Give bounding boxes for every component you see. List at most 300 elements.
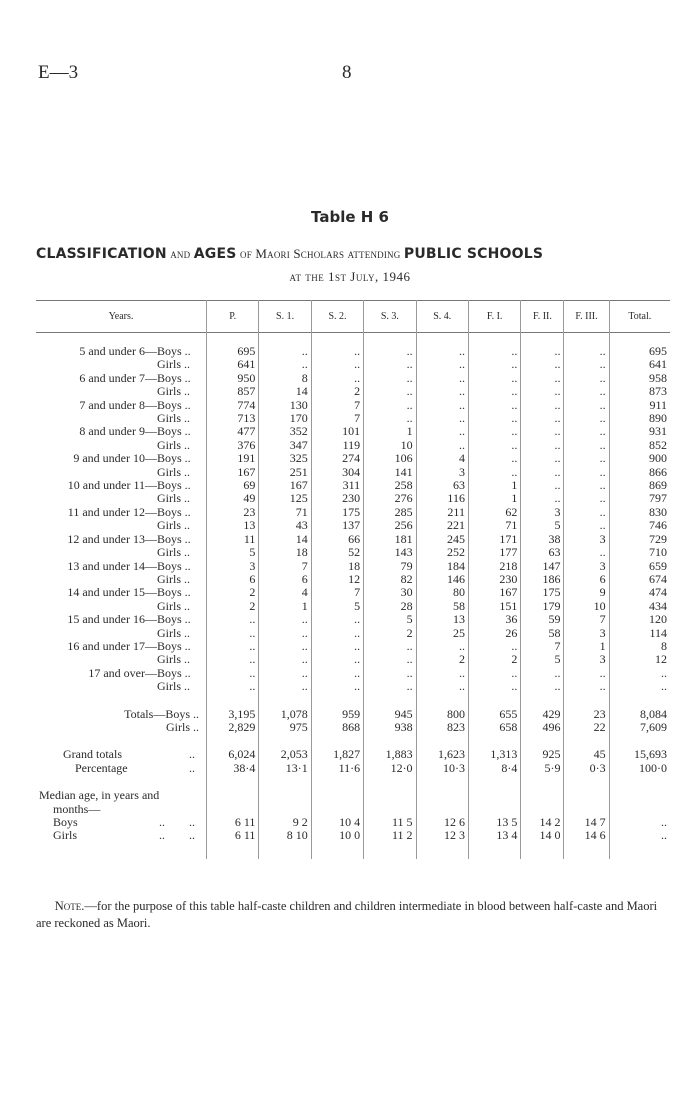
totals-label-text: Girls .. — [166, 719, 199, 734]
sex-label: Boys .. — [157, 370, 191, 385]
value-cell: 1 — [364, 425, 416, 438]
value-cell: 6 11 — [207, 816, 259, 829]
spacer-cell — [468, 775, 520, 789]
empty-cell — [259, 803, 311, 816]
value-cell: 66 — [311, 533, 363, 546]
age-row — [36, 492, 670, 505]
value-cell: 5 — [521, 653, 564, 666]
value-cell: 710 — [609, 546, 670, 559]
value-cell: .. — [609, 829, 670, 842]
value-cell: 7 — [311, 586, 363, 599]
row-label — [36, 667, 207, 680]
value-cell: 28 — [364, 600, 416, 613]
value-cell: 695 — [609, 345, 670, 358]
table-heading — [36, 246, 670, 262]
sex-label: Boys .. — [157, 344, 191, 358]
value-cell: 141 — [364, 466, 416, 479]
value-cell: 251 — [259, 466, 311, 479]
value-cell: 496 — [521, 721, 564, 734]
median-label — [36, 816, 207, 829]
value-cell: .. — [609, 816, 670, 829]
sex-label: Boys .. — [157, 531, 191, 546]
value-cell: 120 — [609, 613, 670, 626]
row-label — [36, 573, 207, 586]
value-cell: 13·1 — [259, 762, 311, 775]
value-cell: 911 — [609, 399, 670, 412]
value-cell: 3 — [521, 506, 564, 519]
page-reference: E—3 — [38, 62, 79, 83]
value-cell: 245 — [416, 533, 468, 546]
value-cell: 873 — [609, 385, 670, 398]
value-cell: 774 — [207, 399, 259, 412]
value-cell: 14 — [259, 533, 311, 546]
value-cell: 15,693 — [609, 748, 670, 761]
row-label — [36, 479, 207, 492]
value-cell: 177 — [468, 546, 520, 559]
value-cell: .. — [468, 345, 520, 358]
value-cell: .. — [364, 653, 416, 666]
value-cell: 938 — [364, 721, 416, 734]
row-label — [36, 372, 207, 385]
col-header: F. III. — [564, 301, 609, 333]
sex-label: Girls .. — [157, 652, 190, 667]
value-cell: .. — [259, 680, 311, 693]
value-cell: 729 — [609, 533, 670, 546]
value-cell: 276 — [364, 492, 416, 505]
age-row — [36, 385, 670, 398]
value-cell: .. — [564, 439, 609, 452]
value-cell: 868 — [311, 721, 363, 734]
value-cell: 959 — [311, 708, 363, 721]
value-cell: 12 — [609, 653, 670, 666]
value-cell: 6 11 — [207, 829, 259, 842]
spacer-cell — [468, 843, 520, 859]
median-heading — [36, 803, 207, 816]
age-row — [36, 466, 670, 479]
age-row — [36, 533, 670, 546]
value-cell: .. — [468, 640, 520, 653]
col-header: S. 4. — [416, 301, 468, 333]
spacer-cell — [564, 694, 609, 708]
value-cell: 181 — [364, 533, 416, 546]
row-label — [36, 560, 207, 573]
spacer-cell — [609, 694, 670, 708]
value-cell: .. — [311, 345, 363, 358]
spacer-cell — [311, 694, 363, 708]
value-cell: .. — [564, 546, 609, 559]
value-cell: .. — [468, 385, 520, 398]
row-label — [36, 506, 207, 519]
value-cell: 170 — [259, 412, 311, 425]
value-cell: .. — [311, 358, 363, 371]
value-cell: 6 — [207, 573, 259, 586]
sex-label: Boys .. — [157, 397, 191, 412]
value-cell: 830 — [609, 506, 670, 519]
sex-label: Girls .. — [157, 571, 190, 586]
age-row — [36, 399, 670, 412]
value-cell: .. — [521, 358, 564, 371]
value-cell: 63 — [416, 479, 468, 492]
table-header — [36, 301, 670, 333]
spacer-cell — [364, 843, 416, 859]
col-header: S. 1. — [259, 301, 311, 333]
sex-label: Boys .. — [157, 585, 191, 600]
value-cell: 38·4 — [207, 762, 259, 775]
value-cell: 3 — [564, 533, 609, 546]
value-cell: 146 — [416, 573, 468, 586]
value-cell: .. — [259, 613, 311, 626]
grand-label — [36, 762, 207, 775]
value-cell: .. — [564, 425, 609, 438]
spacer-cell — [521, 694, 564, 708]
median-dots: .. .. — [159, 828, 195, 843]
value-cell: 79 — [364, 560, 416, 573]
value-cell: 325 — [259, 452, 311, 465]
value-cell: 116 — [416, 492, 468, 505]
empty-cell — [468, 803, 520, 816]
spacer-cell — [36, 843, 207, 859]
spacer-cell — [564, 843, 609, 859]
value-cell: 3 — [564, 627, 609, 640]
value-cell: .. — [311, 627, 363, 640]
value-cell: 6,024 — [207, 748, 259, 761]
spacer-cell — [311, 775, 363, 789]
value-cell: 7 — [521, 640, 564, 653]
value-cell: 7 — [311, 399, 363, 412]
value-cell: .. — [564, 358, 609, 371]
value-cell: 958 — [609, 372, 670, 385]
value-cell: .. — [521, 680, 564, 693]
value-cell: .. — [416, 385, 468, 398]
value-cell: .. — [416, 399, 468, 412]
age-row — [36, 479, 670, 492]
value-cell: .. — [259, 358, 311, 371]
value-cell: 211 — [416, 506, 468, 519]
value-cell: .. — [364, 399, 416, 412]
empty-cell — [468, 789, 520, 802]
value-cell: 100·0 — [609, 762, 670, 775]
value-cell: 14 — [259, 385, 311, 398]
age-row — [36, 546, 670, 559]
value-cell: 18 — [311, 560, 363, 573]
spacer-cell — [364, 775, 416, 789]
spacer-cell — [521, 734, 564, 748]
value-cell: 23 — [564, 708, 609, 721]
row-label — [36, 425, 207, 438]
value-cell: 304 — [311, 466, 363, 479]
value-cell: 38 — [521, 533, 564, 546]
age-group: 7 and under 8— — [79, 397, 157, 412]
age-group: 16 and under 17— — [67, 638, 157, 653]
value-cell: 5 — [207, 546, 259, 559]
value-cell: 695 — [207, 345, 259, 358]
value-cell: 5 — [364, 613, 416, 626]
value-cell: 10·3 — [416, 762, 468, 775]
value-cell: 8·4 — [468, 762, 520, 775]
value-cell: 311 — [311, 479, 363, 492]
value-cell: .. — [311, 372, 363, 385]
value-cell: 106 — [364, 452, 416, 465]
totals-label-text: Totals—Boys .. — [124, 706, 199, 721]
value-cell: .. — [364, 412, 416, 425]
value-cell: 14 0 — [521, 829, 564, 842]
spacer-cell — [364, 694, 416, 708]
value-cell: .. — [416, 372, 468, 385]
value-cell: 800 — [416, 708, 468, 721]
value-cell: 6 — [564, 573, 609, 586]
value-cell: 43 — [259, 519, 311, 532]
spacer-cell — [311, 843, 363, 859]
value-cell: 171 — [468, 533, 520, 546]
value-cell: 252 — [416, 546, 468, 559]
median-row — [36, 829, 670, 842]
spacer-cell — [564, 775, 609, 789]
page-number: 8 — [342, 62, 352, 83]
value-cell: 45 — [564, 748, 609, 761]
spacer-cell — [259, 843, 311, 859]
value-cell: 147 — [521, 560, 564, 573]
value-cell: 975 — [259, 721, 311, 734]
value-cell: 12 6 — [416, 816, 468, 829]
col-header: S. 3. — [364, 301, 416, 333]
value-cell: 26 — [468, 627, 520, 640]
value-cell: 30 — [364, 586, 416, 599]
empty-cell — [564, 789, 609, 802]
totals-row — [36, 708, 670, 721]
value-cell: 69 — [207, 479, 259, 492]
value-cell: 1 — [259, 600, 311, 613]
value-cell: 7 — [259, 560, 311, 573]
value-cell: .. — [468, 680, 520, 693]
value-cell: 9 — [564, 586, 609, 599]
age-row — [36, 573, 670, 586]
spacer-cell — [609, 843, 670, 859]
empty-cell — [364, 789, 416, 802]
col-header: F. II. — [521, 301, 564, 333]
value-cell: 12 3 — [416, 829, 468, 842]
value-cell: 22 — [564, 721, 609, 734]
value-cell: .. — [259, 627, 311, 640]
value-cell: 58 — [521, 627, 564, 640]
value-cell: 14 2 — [521, 816, 564, 829]
col-header: P. — [207, 301, 259, 333]
value-cell: 14 6 — [564, 829, 609, 842]
value-cell: 23 — [207, 506, 259, 519]
value-cell: .. — [364, 640, 416, 653]
value-cell: 866 — [609, 466, 670, 479]
value-cell: 62 — [468, 506, 520, 519]
sex-label: Boys .. — [157, 424, 191, 439]
value-cell: 2 — [311, 385, 363, 398]
sex-label: Boys .. — [157, 558, 191, 573]
row-label — [36, 466, 207, 479]
value-cell: 641 — [609, 358, 670, 371]
row-label — [36, 399, 207, 412]
value-cell: .. — [564, 492, 609, 505]
spacer-cell — [259, 694, 311, 708]
footnote-text: —for the purpose of this table half-caste children and children intermediate in blood between half-caste and Maori are reckoned as Maori. — [36, 899, 658, 930]
value-cell: 52 — [311, 546, 363, 559]
spacer-cell — [36, 775, 207, 789]
value-cell: .. — [564, 385, 609, 398]
value-cell: 8 10 — [259, 829, 311, 842]
value-cell: 59 — [521, 613, 564, 626]
spacer-row — [36, 694, 670, 708]
value-cell: .. — [521, 667, 564, 680]
value-cell: .. — [416, 667, 468, 680]
empty-cell — [364, 803, 416, 816]
value-cell: 434 — [609, 600, 670, 613]
value-cell: 5 — [521, 519, 564, 532]
sex-label: Boys .. — [157, 478, 191, 493]
value-cell: .. — [207, 627, 259, 640]
value-cell: .. — [468, 399, 520, 412]
value-cell: 167 — [207, 466, 259, 479]
value-cell: .. — [609, 667, 670, 680]
value-cell: 7,609 — [609, 721, 670, 734]
value-cell: .. — [564, 506, 609, 519]
table-subheading: at the 1st July, 1946 — [289, 269, 411, 284]
spacer-cell — [609, 734, 670, 748]
value-cell: .. — [259, 345, 311, 358]
value-cell: .. — [259, 653, 311, 666]
value-cell: .. — [521, 385, 564, 398]
empty-cell — [311, 789, 363, 802]
age-row — [36, 412, 670, 425]
age-group: 10 and under 11— — [67, 478, 157, 493]
value-cell: 167 — [259, 479, 311, 492]
value-cell: 890 — [609, 412, 670, 425]
value-cell: .. — [468, 466, 520, 479]
value-cell: .. — [564, 412, 609, 425]
median-heading-row — [36, 803, 670, 816]
value-cell: .. — [521, 479, 564, 492]
sex-label: Girls .. — [157, 437, 190, 452]
value-cell: 13 4 — [468, 829, 520, 842]
median-row — [36, 816, 670, 829]
value-cell: 3 — [564, 560, 609, 573]
median-heading-row — [36, 789, 670, 802]
value-cell: 3,195 — [207, 708, 259, 721]
value-cell: .. — [311, 667, 363, 680]
value-cell: .. — [521, 452, 564, 465]
value-cell: 58 — [416, 600, 468, 613]
age-row — [36, 345, 670, 358]
value-cell: .. — [564, 452, 609, 465]
value-cell: 125 — [259, 492, 311, 505]
spacer-cell — [207, 775, 259, 789]
median-dots: .. .. — [159, 815, 195, 829]
empty-cell — [259, 789, 311, 802]
value-cell: .. — [207, 640, 259, 653]
value-cell: 14 7 — [564, 816, 609, 829]
value-cell: .. — [564, 479, 609, 492]
value-cell: 945 — [364, 708, 416, 721]
age-row — [36, 560, 670, 573]
row-label — [36, 492, 207, 505]
value-cell: .. — [564, 399, 609, 412]
sex-label: Boys .. — [157, 451, 191, 466]
value-cell: .. — [468, 358, 520, 371]
value-cell: 1,078 — [259, 708, 311, 721]
value-cell: 900 — [609, 452, 670, 465]
value-cell: 2 — [416, 653, 468, 666]
empty-cell — [207, 789, 259, 802]
row-label — [36, 546, 207, 559]
spacer-cell — [521, 775, 564, 789]
value-cell: 658 — [468, 721, 520, 734]
value-cell: 869 — [609, 479, 670, 492]
age-group: 17 and over— — [88, 665, 157, 680]
value-cell: .. — [364, 667, 416, 680]
age-row — [36, 452, 670, 465]
value-cell: 1,313 — [468, 748, 520, 761]
value-cell: .. — [468, 425, 520, 438]
value-cell: 151 — [468, 600, 520, 613]
median-heading-text: Median age, in years and — [39, 788, 160, 803]
sex-label: Boys .. — [157, 612, 191, 627]
spacer-cell — [468, 734, 520, 748]
totals-label — [36, 721, 207, 734]
value-cell: .. — [564, 680, 609, 693]
value-cell: .. — [521, 345, 564, 358]
empty-cell — [521, 803, 564, 816]
value-cell: .. — [416, 358, 468, 371]
classification-table — [36, 300, 670, 859]
value-cell: 6 — [259, 573, 311, 586]
value-cell: 1 — [468, 492, 520, 505]
value-cell: .. — [259, 667, 311, 680]
value-cell: 11 5 — [364, 816, 416, 829]
value-cell: .. — [364, 385, 416, 398]
value-cell: .. — [259, 640, 311, 653]
sex-label: Girls .. — [157, 518, 190, 533]
value-cell: 285 — [364, 506, 416, 519]
value-cell: 10 0 — [311, 829, 363, 842]
value-cell: .. — [564, 345, 609, 358]
value-cell: 2 — [364, 627, 416, 640]
age-row — [36, 372, 670, 385]
value-cell: 137 — [311, 519, 363, 532]
spacer-cell — [36, 694, 207, 708]
value-cell: .. — [207, 653, 259, 666]
value-cell: .. — [311, 680, 363, 693]
value-cell: 8 — [259, 372, 311, 385]
value-cell: 2 — [207, 600, 259, 613]
value-cell: 230 — [468, 573, 520, 586]
value-cell: 823 — [416, 721, 468, 734]
value-cell: 191 — [207, 452, 259, 465]
value-cell: .. — [468, 452, 520, 465]
col-header-years: Years. — [108, 310, 134, 322]
value-cell: 474 — [609, 586, 670, 599]
value-cell: .. — [521, 492, 564, 505]
value-cell: 13 5 — [468, 816, 520, 829]
value-cell: 11 — [207, 533, 259, 546]
value-cell: 7 — [311, 412, 363, 425]
value-cell: 2,829 — [207, 721, 259, 734]
grand-dots: .. — [189, 760, 195, 775]
value-cell: 347 — [259, 439, 311, 452]
value-cell: 925 — [521, 748, 564, 761]
value-cell: 8,084 — [609, 708, 670, 721]
value-cell: 674 — [609, 573, 670, 586]
value-cell: .. — [521, 399, 564, 412]
sex-label: Girls .. — [157, 679, 190, 694]
value-cell: 2 — [468, 653, 520, 666]
value-cell: .. — [468, 412, 520, 425]
value-cell: 221 — [416, 519, 468, 532]
